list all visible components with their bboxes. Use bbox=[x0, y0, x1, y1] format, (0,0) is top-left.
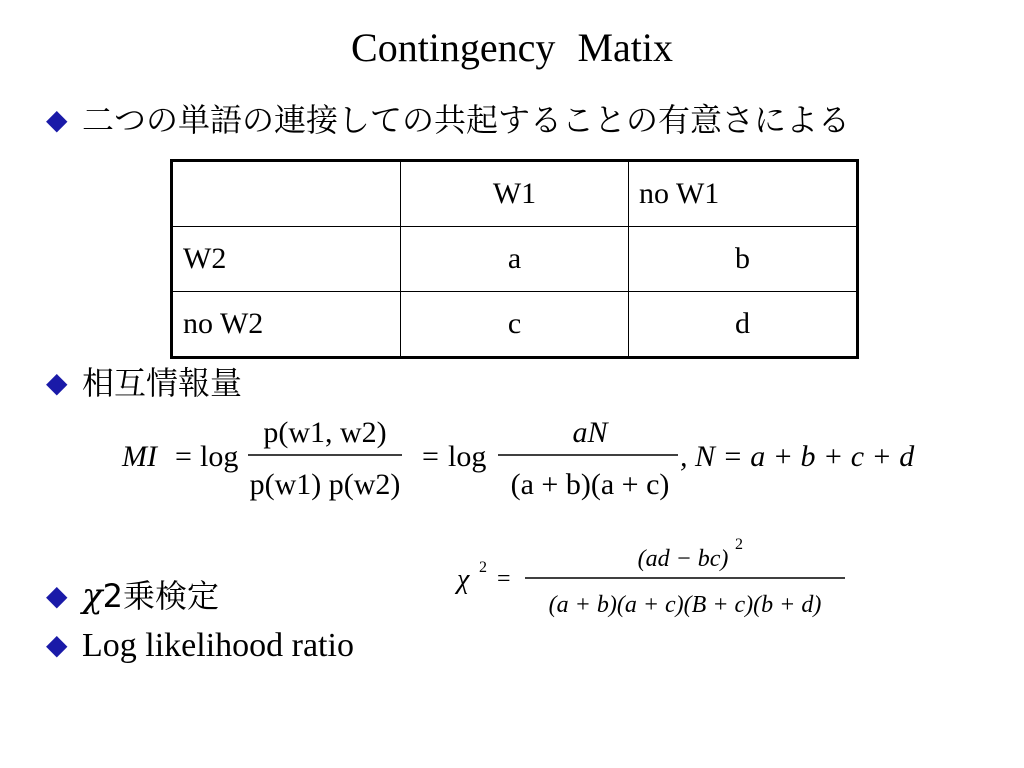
bullet-text: Log likelihood ratio bbox=[82, 627, 354, 664]
chi-numerator: (ad − bc) bbox=[637, 546, 729, 572]
formula-tail: , N = a + b + c + d bbox=[680, 440, 915, 473]
chi-numerator-superscript: 2 bbox=[735, 536, 743, 553]
table-cell: b bbox=[629, 227, 858, 292]
table-row bbox=[172, 227, 858, 292]
table-header-row bbox=[172, 161, 858, 227]
diamond-bullet-icon: ◆ bbox=[46, 630, 68, 661]
bullet-mutual-information bbox=[46, 361, 242, 406]
table-cell: a bbox=[401, 227, 629, 292]
chi-symbol: χ bbox=[82, 576, 103, 616]
formula-numerator: aN bbox=[572, 416, 608, 449]
chi-denominator: (a + b)(a + c)(B + c)(b + d) bbox=[548, 592, 822, 618]
chi-square-formula bbox=[455, 532, 855, 627]
formula-denominator: (a + b)(a + c) bbox=[510, 468, 670, 501]
formula-denominator: p(w1) p(w2) bbox=[249, 468, 401, 501]
bullet-chi-square bbox=[46, 574, 219, 619]
formula-log: log bbox=[200, 440, 239, 473]
diamond-bullet-icon: ◆ bbox=[46, 368, 68, 399]
table-cell: d bbox=[629, 292, 858, 358]
table-header-cell: no W1 bbox=[629, 161, 858, 227]
slide-title bbox=[0, 22, 1024, 74]
chi-lhs: χ bbox=[457, 564, 470, 595]
contingency-table bbox=[170, 159, 859, 359]
formula-equals: = bbox=[175, 440, 192, 473]
diamond-bullet-icon: ◆ bbox=[46, 105, 68, 136]
title-part-2: Matix bbox=[577, 25, 673, 70]
mutual-information-formula bbox=[120, 408, 930, 508]
formula-numerator: p(w1, w2) bbox=[263, 416, 387, 449]
bullet-text: 相互情報量 bbox=[82, 364, 243, 402]
chi-lhs-superscript: 2 bbox=[479, 559, 487, 576]
bullet-text: 二つの単語の連接しての共起することの有意さによる bbox=[82, 101, 851, 139]
table-cell: c bbox=[401, 292, 629, 358]
formula-equals: = bbox=[422, 440, 439, 473]
bullet-text: 2乗検定 bbox=[102, 577, 219, 615]
title-part-1: Contingency bbox=[351, 25, 556, 70]
table-row-label: no W2 bbox=[172, 292, 401, 358]
table-corner-cell bbox=[172, 161, 401, 227]
table-row-label: W2 bbox=[172, 227, 401, 292]
bullet-log-likelihood bbox=[46, 624, 354, 668]
table-row bbox=[172, 292, 858, 358]
formula-equals: = bbox=[497, 566, 511, 592]
bullet-cooccurrence bbox=[46, 98, 850, 143]
table-header-cell: W1 bbox=[401, 161, 629, 227]
formula-lhs: MI bbox=[122, 440, 157, 473]
formula-log: log bbox=[448, 440, 487, 473]
diamond-bullet-icon: ◆ bbox=[46, 581, 68, 612]
